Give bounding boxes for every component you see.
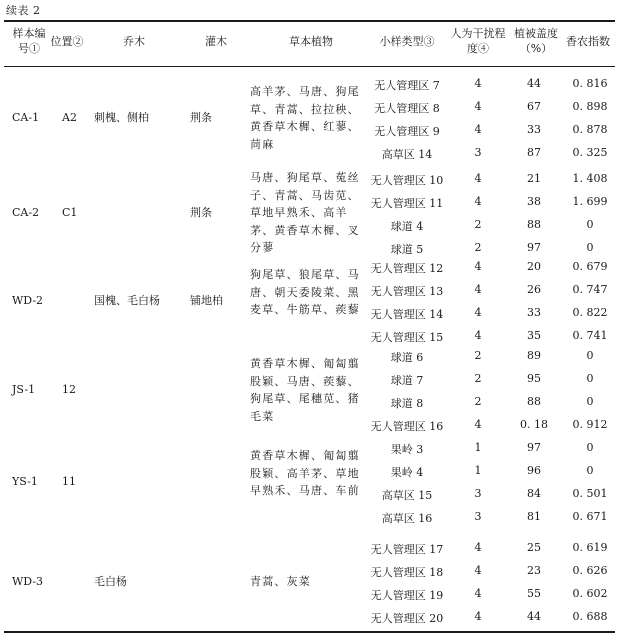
plot-type: 无人管理区 13 (370, 284, 444, 298)
herb-species: 黄香草木樨、匍匐翦股颖、马唐、蒺藜、狗尾草、尾穗苋、猪毛菜 (250, 357, 360, 423)
sample-id: JS-1 (12, 383, 36, 396)
shrub-species: 荆条 (190, 111, 212, 124)
disturbance-level: 1 (474, 463, 482, 477)
vegetation-cover: 84 (527, 486, 541, 500)
plot-type: 高草区 14 (381, 147, 433, 161)
shannon-index: 0. 912 (572, 417, 608, 431)
data-table (4, 20, 615, 632)
disturbance-level: 4 (474, 99, 482, 113)
vegetation-cover: 88 (527, 217, 541, 231)
shannon-index: 0. 688 (572, 609, 608, 623)
plot-type: 无人管理区 12 (370, 261, 444, 275)
vegetation-cover: 97 (527, 240, 541, 254)
disturbance-level: 2 (474, 348, 482, 362)
sample-id: CA-2 (12, 206, 40, 219)
position-value: A2 (62, 111, 77, 124)
disturbance-level: 4 (474, 417, 482, 431)
shannon-index: 0. 741 (572, 328, 608, 342)
shannon-index: 0 (586, 463, 594, 477)
disturbance-level: 4 (474, 122, 482, 136)
header-cover: 植被盖度（%） (514, 27, 558, 55)
header-plot-type: 小样类型③ (379, 35, 435, 48)
vegetation-cover: 81 (527, 509, 541, 523)
disturbance-level: 2 (474, 394, 482, 408)
plot-type: 无人管理区 20 (370, 611, 444, 625)
plot-type: 高草区 16 (381, 511, 433, 525)
disturbance-level: 2 (474, 240, 482, 254)
disturbance-level: 4 (474, 586, 482, 600)
shannon-index: 0. 878 (572, 122, 608, 136)
vegetation-cover: 97 (527, 440, 541, 454)
vegetation-cover: 25 (527, 540, 541, 554)
plot-type: 无人管理区 19 (370, 588, 444, 602)
header-shrub: 灌木 (205, 35, 227, 48)
plot-type: 无人管理区 9 (374, 124, 440, 138)
vegetation-cover: 20 (527, 259, 541, 273)
shannon-index: 0. 626 (572, 563, 608, 577)
shannon-index: 0. 325 (572, 145, 608, 159)
vegetation-cover: 0. 18 (520, 417, 548, 431)
herb-species: 马唐、狗尾草、菟丝子、青蒿、马齿苋、草地早熟禾、高羊茅、黄香草木樨、叉分蓼 (250, 171, 360, 255)
vegetation-cover: 26 (527, 282, 541, 296)
shannon-index: 0. 501 (572, 486, 608, 500)
disturbance-level: 2 (474, 371, 482, 385)
position-value: C1 (62, 206, 78, 219)
header-disturbance: 人为干扰程度④ (450, 27, 506, 55)
vegetation-cover: 67 (527, 99, 541, 113)
header-tree: 乔木 (123, 35, 145, 48)
tree-species: 毛白杨 (94, 575, 127, 588)
plot-type: 果岭 4 (390, 465, 424, 479)
shannon-index: 0 (586, 440, 594, 454)
shrub-species: 荆条 (190, 206, 212, 219)
disturbance-level: 4 (474, 540, 482, 554)
vegetation-cover: 55 (527, 586, 541, 600)
sample-id: WD-3 (12, 575, 44, 588)
shannon-index: 0 (586, 371, 594, 385)
vegetation-cover: 21 (527, 171, 541, 185)
shannon-index: 0 (586, 394, 594, 408)
shannon-index: 0 (586, 217, 594, 231)
vegetation-cover: 88 (527, 394, 541, 408)
plot-type: 无人管理区 14 (370, 307, 444, 321)
disturbance-level: 4 (474, 328, 482, 342)
sample-id: CA-1 (12, 111, 40, 124)
plot-type: 球道 6 (390, 350, 424, 364)
plot-type: 高草区 15 (381, 488, 433, 502)
plot-type: 无人管理区 17 (370, 542, 444, 556)
plot-type: 无人管理区 8 (374, 101, 440, 115)
plot-type: 球道 8 (390, 396, 424, 410)
shannon-index: 1. 699 (572, 194, 608, 208)
plot-type: 球道 7 (390, 373, 424, 387)
shannon-index: 0. 671 (572, 509, 608, 523)
disturbance-level: 4 (474, 282, 482, 296)
plot-type: 无人管理区 16 (370, 419, 444, 433)
disturbance-level: 4 (474, 259, 482, 273)
header-position: 位置② (50, 35, 84, 48)
vegetation-cover: 23 (527, 563, 541, 577)
vegetation-cover: 44 (527, 609, 541, 623)
herb-species: 青蒿、灰菜 (250, 575, 311, 589)
disturbance-level: 4 (474, 305, 482, 319)
vegetation-cover: 35 (527, 328, 541, 342)
plot-type: 无人管理区 15 (370, 330, 444, 344)
shannon-index: 0. 679 (572, 259, 608, 273)
sample-id: WD-2 (12, 294, 44, 307)
herb-species: 黄香草木樨、匍匐翦股颖、高羊茅、草地早熟禾、马唐、车前 (250, 449, 360, 497)
disturbance-level: 4 (474, 76, 482, 90)
header-shannon: 香农指数 (566, 35, 610, 48)
tree-species: 刺槐、侧柏 (94, 111, 149, 124)
plot-type: 果岭 3 (390, 442, 424, 456)
sample-id: YS-1 (12, 475, 38, 488)
shannon-index: 0. 898 (572, 99, 608, 113)
vegetation-cover: 38 (527, 194, 541, 208)
vegetation-cover: 89 (527, 348, 541, 362)
table-header-rule (4, 66, 615, 67)
vegetation-cover: 96 (527, 463, 541, 477)
herb-species: 高羊茅、马唐、狗尾草、青蒿、拉拉秧、黄香草木樨、红蓼、苘麻 (250, 85, 360, 151)
herb-species: 狗尾草、狼尾草、马唐、朝天委陵菜、黑麦草、牛筋草、蒺藜 (250, 268, 360, 316)
position-value: 12 (62, 383, 76, 396)
shrub-species: 铺地柏 (190, 294, 223, 307)
tree-species: 国槐、毛白杨 (94, 294, 160, 307)
plot-type: 无人管理区 11 (370, 196, 444, 210)
shannon-index: 0. 619 (572, 540, 608, 554)
plot-type: 无人管理区 10 (370, 173, 444, 187)
shannon-index: 0 (586, 240, 594, 254)
vegetation-cover: 33 (527, 122, 541, 136)
header-sample-id: 样本编号① (12, 27, 46, 55)
disturbance-level: 3 (474, 486, 482, 500)
shannon-index: 0 (586, 348, 594, 362)
header-herb: 草本植物 (289, 35, 333, 48)
disturbance-level: 1 (474, 440, 482, 454)
plot-type: 无人管理区 7 (374, 78, 440, 92)
table-bottom-rule (4, 631, 615, 633)
plot-type: 球道 5 (390, 242, 424, 256)
disturbance-level: 4 (474, 609, 482, 623)
disturbance-level: 4 (474, 194, 482, 208)
disturbance-level: 3 (474, 509, 482, 523)
plot-type: 无人管理区 18 (370, 565, 444, 579)
vegetation-cover: 44 (527, 76, 541, 90)
disturbance-level: 3 (474, 145, 482, 159)
disturbance-level: 2 (474, 217, 482, 231)
vegetation-cover: 95 (527, 371, 541, 385)
shannon-index: 0. 602 (572, 586, 608, 600)
table-caption: 续表 2 (6, 4, 41, 17)
disturbance-level: 4 (474, 171, 482, 185)
vegetation-cover: 87 (527, 145, 541, 159)
position-value: 11 (62, 475, 76, 488)
shannon-index: 0. 747 (572, 282, 608, 296)
table-top-rule (4, 20, 615, 22)
shannon-index: 0. 816 (572, 76, 608, 90)
vegetation-cover: 33 (527, 305, 541, 319)
plot-type: 球道 4 (390, 219, 424, 233)
disturbance-level: 4 (474, 563, 482, 577)
shannon-index: 0. 822 (572, 305, 608, 319)
shannon-index: 1. 408 (572, 171, 608, 185)
